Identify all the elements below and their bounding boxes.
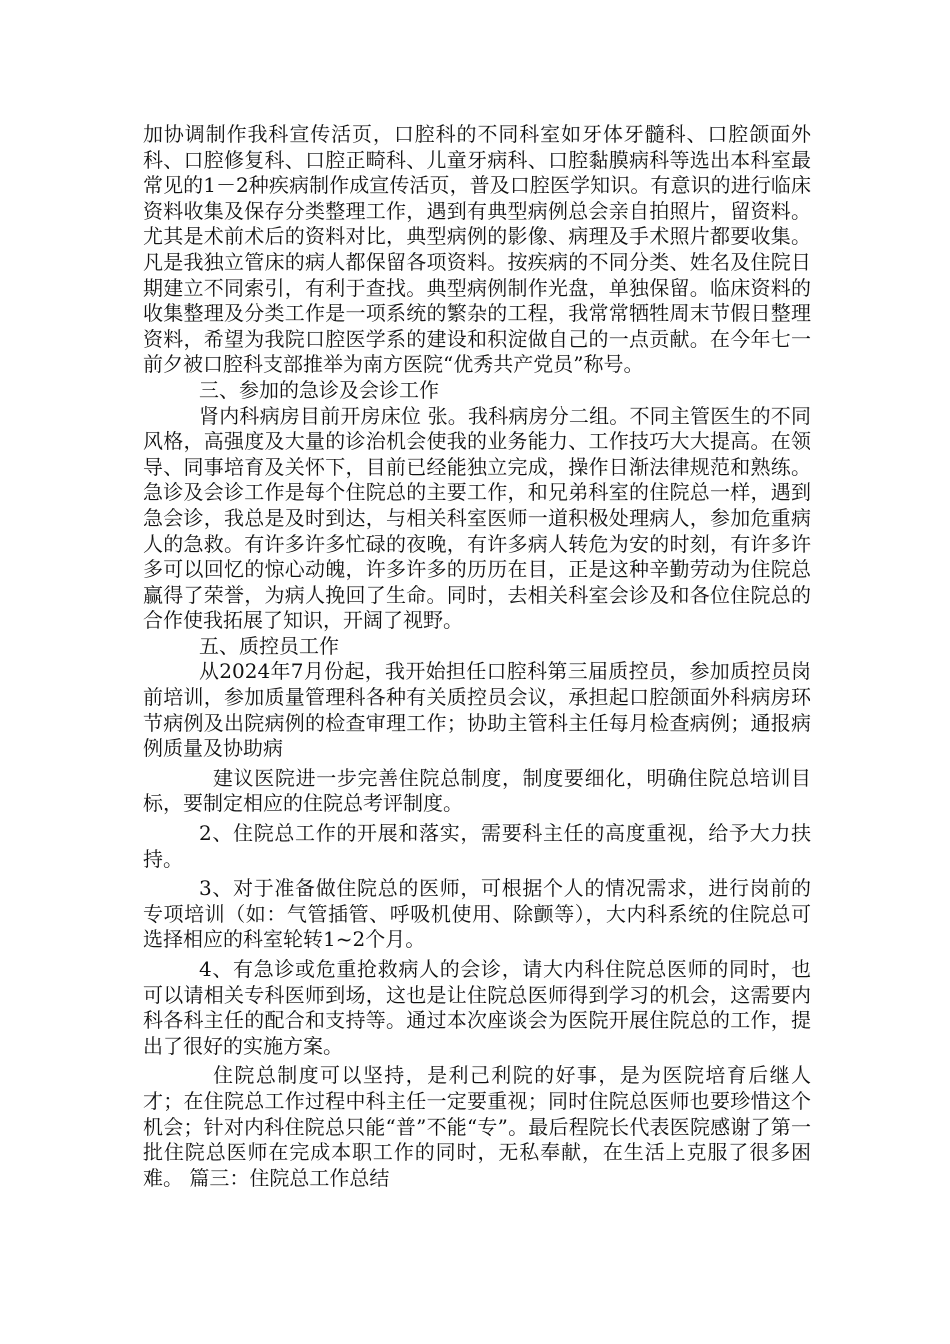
paragraph-emergency: 肾内科病房目前开房床位 张。我科病房分二组。不同主管医生的不同风格，高强度及大量的诊治机会使我的业务能力、工作技巧大大提高。在领导、同事培育及关怀下，目前已经能独立完成，操作日渐法律规范和熟练。急诊及会诊工作是每个住院总的主要工作，和兄弟科室的住院总一样，遇到急会诊，我总是及时到达，与相关科室医师一道积极处理病人，参加危重病人的急救。有许多许多忙碌的夜晚，有许多病人转危为安的时刻，有许多许多可以回忆的惊心动魄，许多许多的历历在目，正是这种辛勤劳动为住院总赢得了荣誉，为病人挽回了生命。同时，去相关科室会诊及和各位住院总的合作使我拓展了知识，开阔了视野。	[143, 403, 811, 633]
paragraph-conclusion: 住院总制度可以坚持，是利己利院的好事，是为医院培育后继人才；在住院总工作过程中科主任一定要重视；同时住院总医师也要珍惜这个机会；针对内科住院总只能“普”不能“专”。最后程院长代表医院感谢了第一批住院总医师在完成本职工作的同时，无私奉献，在生活上克服了很多困难。 篇三：住院总工作总结	[143, 1063, 811, 1190]
section-heading-quality: 五、质控员工作	[199, 633, 339, 658]
paragraph-suggestion-1: 建议医院进一步完善住院总制度，制度要细化，明确住院总培训目标，要制定相应的住院总考评制度。	[143, 765, 811, 816]
paragraph-promotion: 加协调制作我科宣传活页，口腔科的不同科室如牙体牙髓科、口腔颌面外科、口腔修复科、口腔正畸科、儿童牙病科、口腔黏膜病科等选出本科室最常见的1－2种疾病制作成宣传活页，普及口腔医学知识。有意识的进行临床资料收集及保存分类整理工作，遇到有典型病例总会亲自拍照片，留资料。尤其是术前术后的资料对比，典型病例的影像、病理及手术照片都要收集。凡是我独立管床的病人都保留各项资料。按疾病的不同分类、姓名及住院日期建立不同索引，有利于查找。典型病例制作光盘，单独保留。临床资料的收集整理及分类工作是一项系统的繁杂的工程，我常常牺牲周末节假日整理资料，希望为我院口腔医学系的建设和积淀做自己的一点贡献。在今年七一前夕被口腔科支部推举为南方医院“优秀共产党员”称号。	[143, 122, 811, 377]
document-body	[143, 122, 811, 1191]
paragraph-quality: 从2024年7月份起，我开始担任口腔科第三届质控员，参加质控员岗前培训，参加质量管理科各种有关质控员会议，承担起口腔颌面外科病房环节病例及出院病例的检查审理工作；协助主管科主任每月检查病例；通报病例质量及协助病	[143, 659, 811, 761]
section-heading-emergency: 三、参加的急诊及会诊工作	[199, 377, 439, 402]
paragraph-suggestion-3: 3、对于准备做住院总的医师，可根据个人的情况需求，进行岗前的专项培训（如：气管插管、呼吸机使用、除颤等），大内科系统的住院总可选择相应的科室轮转1~2个月。	[143, 876, 811, 952]
paragraph-suggestion-2: 2、住院总工作的开展和落实，需要科主任的高度重视，给予大力扶持。	[143, 821, 811, 871]
paragraph-suggestion-4: 4、有急诊或危重抢救病人的会诊，请大内科住院总医师的同时，也可以请相关专科医师到场，这也是让住院总医师得到学习的机会，这需要内科各科主任的配合和支持等。通过本次座谈会为医院开展住院总的工作，提出了很好的实施方案。	[143, 957, 811, 1058]
